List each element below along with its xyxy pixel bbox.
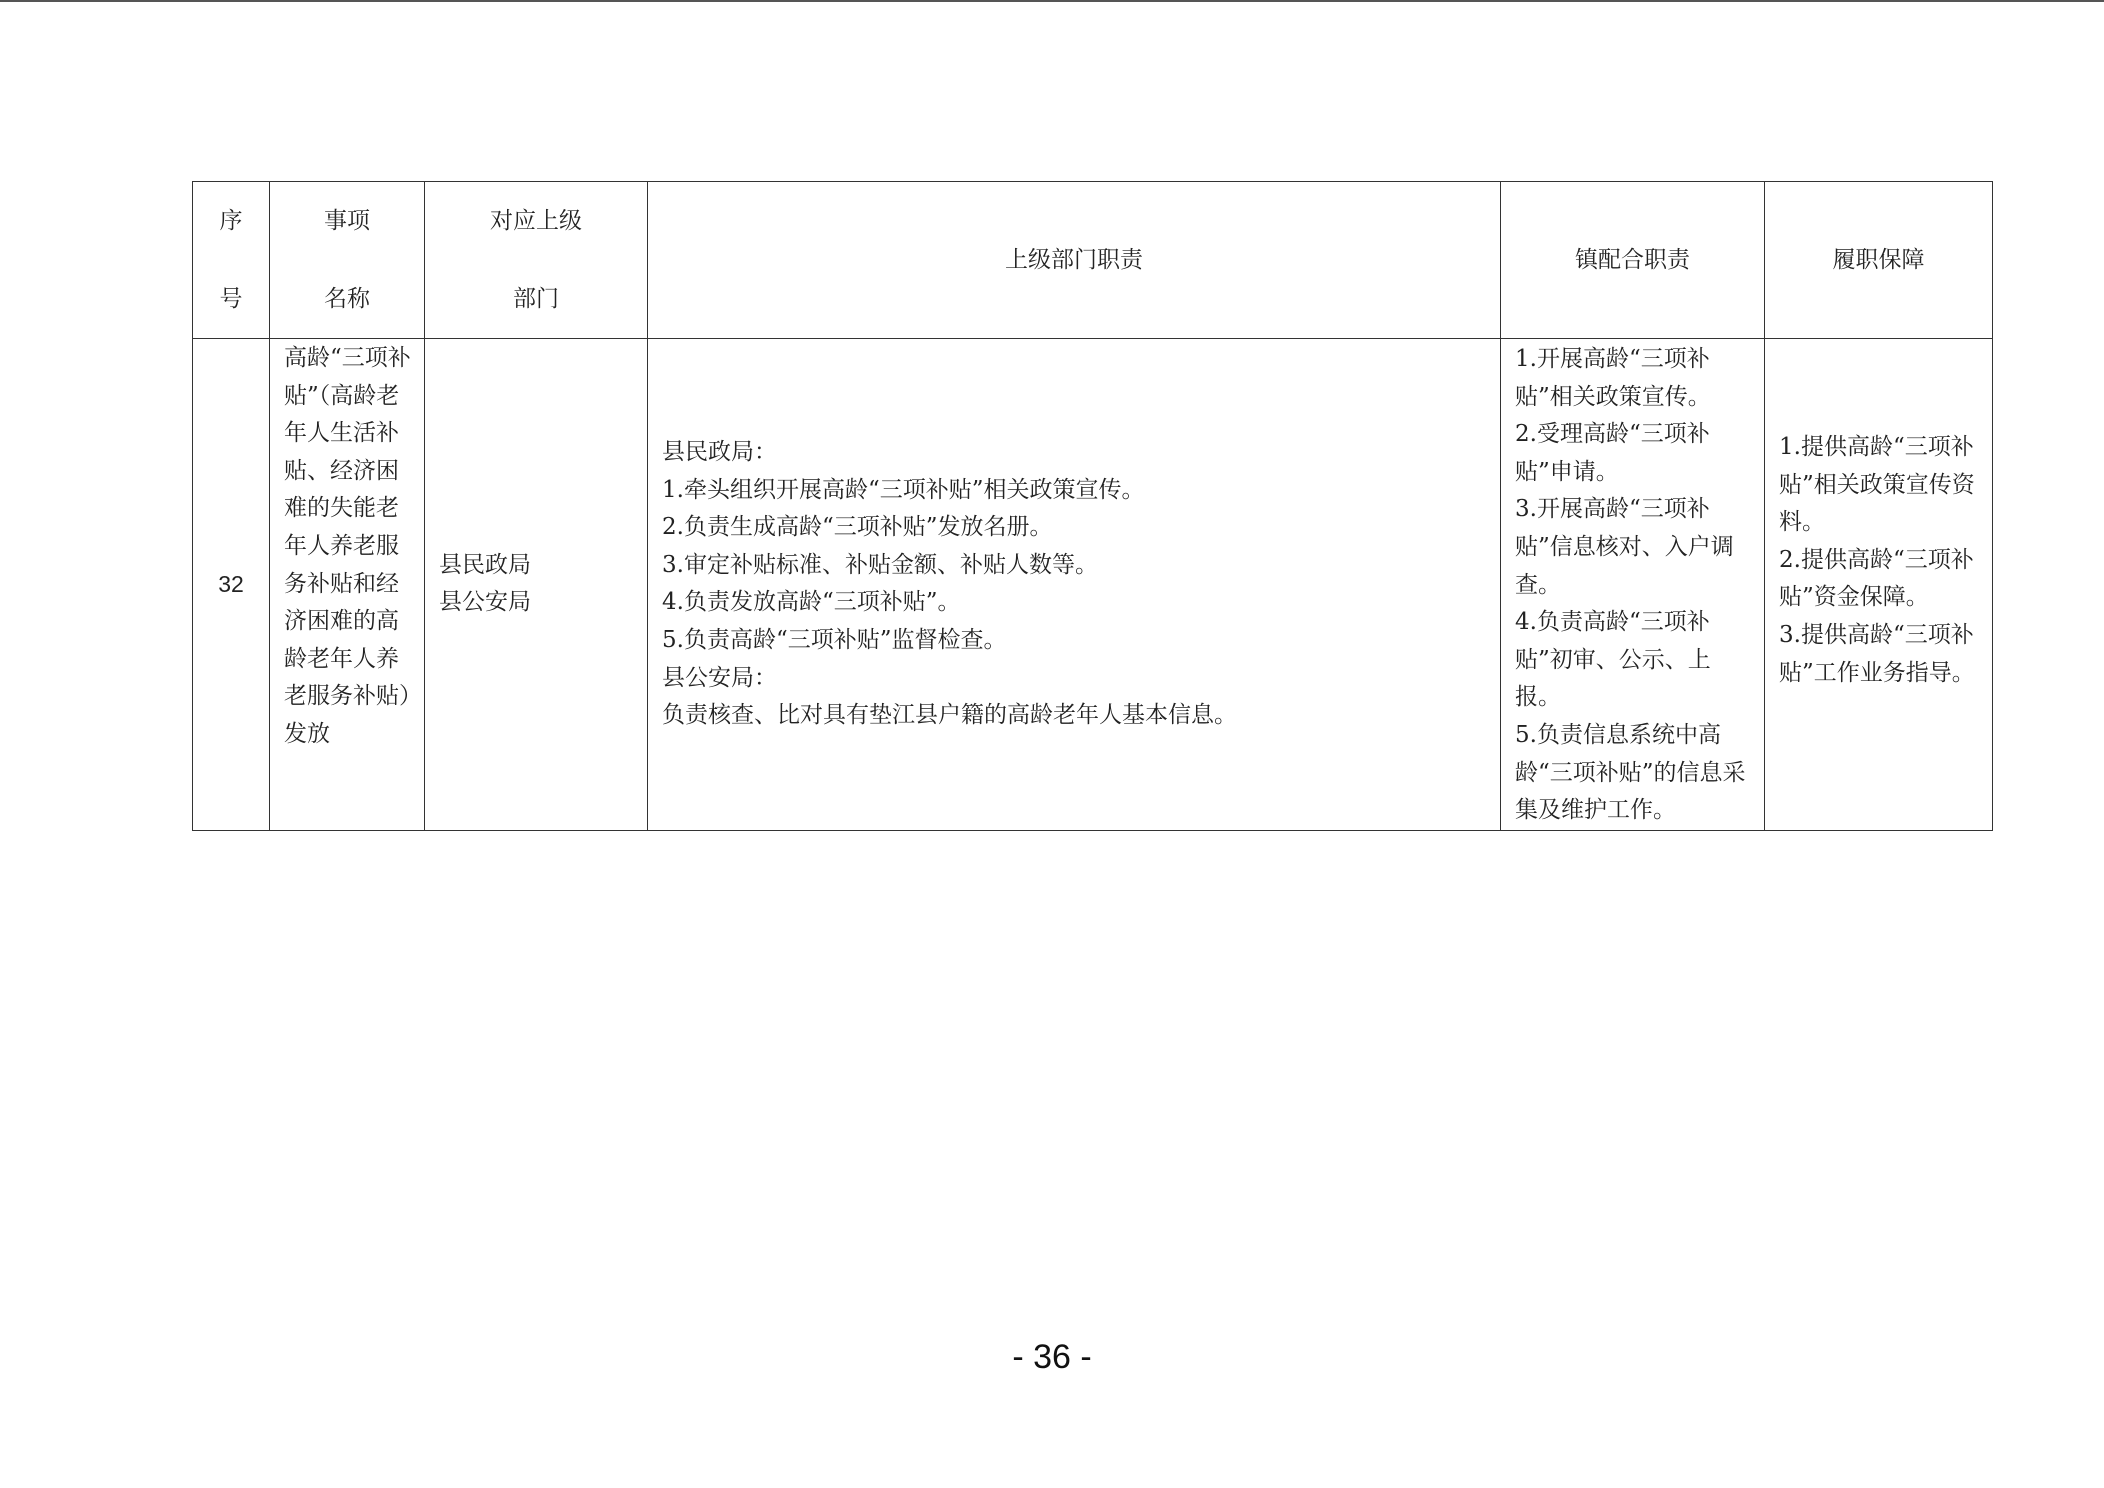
guarantee-line: 2.提供高龄“三项补贴”资金保障。 [1779,546,1974,611]
page-number: - 36 - [1012,1338,1092,1376]
row-seq: 32 [193,339,270,831]
header-seq-line-1: 序 [219,208,243,234]
table-body [193,339,1993,831]
header-upper-duty: 上级部门职责 [648,182,1501,339]
town-duty-line: 4.负责高龄“三项补贴”初审、公示、上报。 [1515,609,1711,711]
upper-duty-line: 县公安局： [662,664,777,691]
upper-duty-line: 3.审定补贴标准、补贴金额、补贴人数等。 [662,551,1098,578]
duty-table [192,181,1993,831]
upper-duty-line: 4.负责发放高龄“三项补贴”。 [662,589,961,616]
table-header [193,182,1993,339]
header-item-line-2: 名称 [324,286,370,312]
row-departments [425,339,648,831]
town-duty-line: 2.受理高龄“三项补贴”申请。 [1515,421,1710,485]
header-row [193,182,1993,339]
row-town-duty [1501,339,1765,831]
department-2: 县公安局 [439,589,531,616]
header-department [425,182,648,339]
table-row [193,339,1993,831]
upper-duty-line: 1.牵头组织开展高龄“三项补贴”相关政策宣传。 [662,476,1145,503]
header-item-name [270,182,425,339]
row-item-name: 高龄“三项补贴”（高龄老年人生活补贴、经济困难的失能老年人养老服务补贴和经济困难的高龄老年人养老服务补贴）发放 [270,339,425,831]
upper-duty-line: 负责核查、比对具有垫江县户籍的高龄老年人基本信息。 [662,702,1237,729]
town-duty-line: 1.开展高龄“三项补贴”相关政策宣传。 [1515,346,1711,410]
row-upper-duty [648,339,1501,831]
header-item-line-1: 事项 [324,208,370,234]
town-duty-line: 5.负责信息系统中高龄“三项补贴”的信息采集及维护工作。 [1515,721,1746,824]
header-town-duty: 镇配合职责 [1501,182,1765,339]
guarantee-line: 3.提供高龄“三项补贴”工作业务指导。 [1779,621,1975,686]
upper-duty-line: 2.负责生成高龄“三项补贴”发放名册。 [662,514,1053,541]
header-dept-line-2: 部门 [513,286,559,312]
header-dept-line-1: 对应上级 [490,208,582,234]
town-duty-line: 3.开展高龄“三项补贴”信息核对、入户调查。 [1515,496,1734,598]
header-seq [193,182,270,339]
upper-duty-line: 县民政局： [662,438,777,465]
department-1: 县民政局 [439,551,531,578]
upper-duty-line: 5.负责高龄“三项补贴”监督检查。 [662,626,1007,653]
page-top-rule [0,0,2104,2]
header-guarantee: 履职保障 [1765,182,1993,339]
header-seq-line-2: 号 [219,286,243,312]
guarantee-line: 1.提供高龄“三项补贴”相关政策宣传资料。 [1779,434,1975,536]
row-guarantee [1765,339,1993,831]
